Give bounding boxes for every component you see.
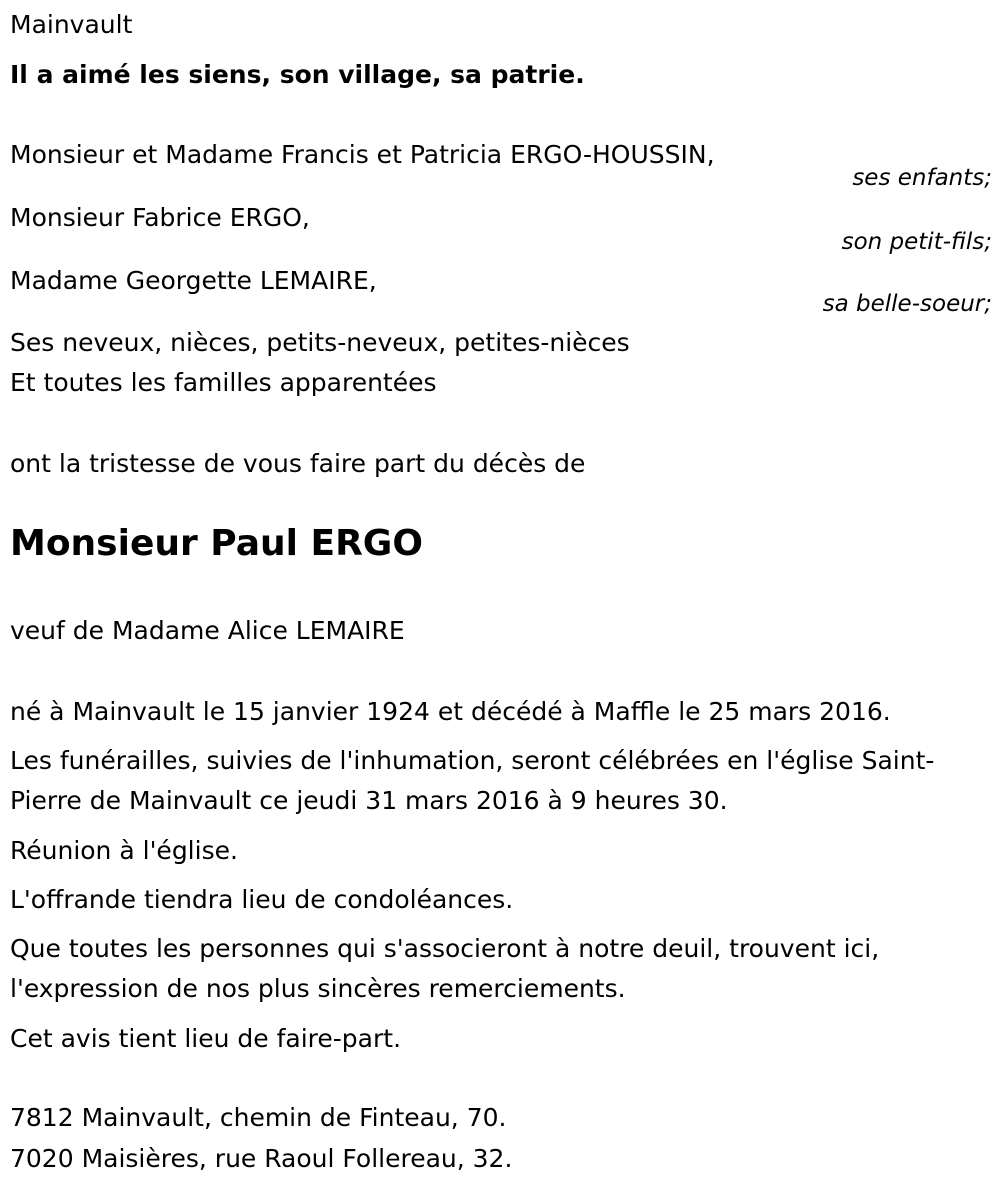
birth-death-info: né à Mainvault le 15 janvier 1924 et décédé à Maffle le 25 mars 2016.: [10, 697, 891, 726]
spouse-info: veuf de Madame Alice LEMAIRE: [10, 616, 405, 645]
other-relatives-line: Et toutes les familles apparentées: [10, 368, 437, 397]
family-member-relation: ses enfants;: [852, 165, 992, 191]
family-member-relation: sa belle-soeur;: [822, 291, 992, 317]
address-line: 7812 Mainvault, chemin de Finteau, 70.: [10, 1103, 507, 1132]
offering-info: L'offrande tiendra lieu de condoléances.: [10, 885, 514, 914]
family-member-name: Monsieur Fabrice ERGO,: [10, 203, 310, 232]
other-relatives-line: Ses neveux, nièces, petits-neveux, petites-nièces: [10, 328, 630, 357]
family-member-name: Madame Georgette LEMAIRE,: [10, 266, 377, 295]
deceased-name: Monsieur Paul ERGO: [10, 523, 423, 564]
location-heading: Mainvault: [10, 10, 133, 39]
thanks-message: Que toutes les personnes qui s'associeront à notre deuil, trouvent ici, l'expression de nos plus sincères remerciements.: [10, 934, 880, 1003]
motto: Il a aimé les siens, son village, sa patrie.: [10, 60, 585, 89]
funeral-info: Les funérailles, suivies de l'inhumation, seront célébrées en l'église Saint-Pierre de Mainvault ce jeudi 31 mars 2016 à 9 heures 30.: [10, 746, 935, 815]
meeting-info: Réunion à l'église.: [10, 836, 238, 865]
address-line: 7020 Maisières, rue Raoul Follereau, 32.: [10, 1144, 513, 1173]
announcement-text: ont la tristesse de vous faire part du décès de: [10, 449, 586, 478]
family-member-name: Monsieur et Madame Francis et Patricia ERGO-HOUSSIN,: [10, 140, 715, 169]
notice-text: Cet avis tient lieu de faire-part.: [10, 1024, 402, 1053]
family-member-relation: son petit-fils;: [841, 229, 992, 255]
